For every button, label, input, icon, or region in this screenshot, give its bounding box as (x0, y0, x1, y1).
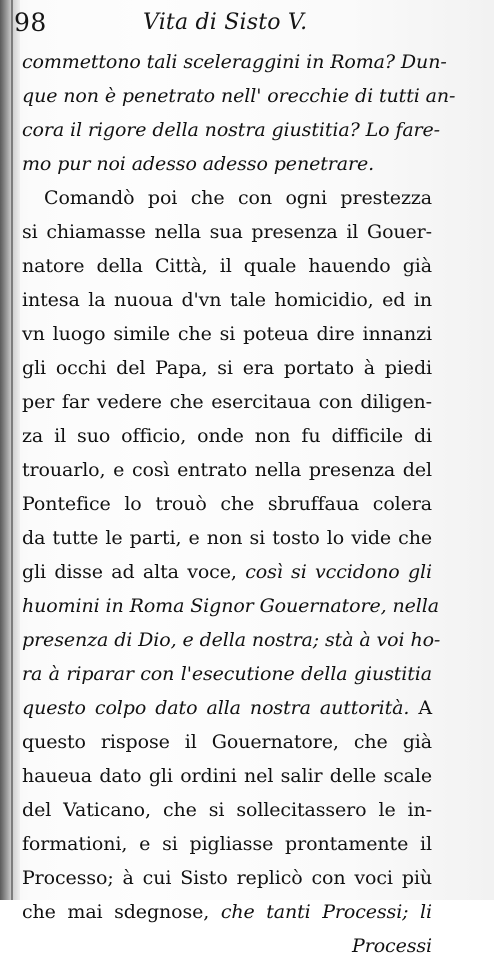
text-run: per far vedere che esercitaua con diligen- (22, 391, 432, 413)
text-line (22, 385, 432, 419)
text-line (22, 419, 432, 453)
text-run: questo colpo dato alla nostra auttorità. (22, 697, 419, 719)
text-run: formationi, e si pigliasse prontamente il (22, 833, 432, 855)
text-run: del Vaticano, che si sollecitassero le in- (22, 799, 432, 821)
text-run: commettono tali sceleraggini in Roma? Dun- (22, 51, 447, 73)
text-line (22, 215, 432, 249)
text-run: si chiamasse nella sua presenza il Gouer- (22, 221, 432, 243)
page-header (14, 8, 454, 38)
text-run: gli occhi del Papa, si era portato à piedi (22, 357, 432, 379)
text-run: questo rispose il Gouernatore, che già (22, 731, 432, 753)
text-run: mo pur noi adesso adesso penetrare. (22, 153, 375, 175)
text-run: natore della Città, il quale hauendo già (22, 255, 432, 277)
text-run: da tutte le parti, e non si tosto lo vide che (22, 527, 432, 549)
text-run: così si vccidono gli (245, 561, 432, 583)
text-run: presenza di Dio, e della nostra; stà à voi ho- (22, 629, 441, 651)
text-run: Comandò poi che con ogni prestezza (44, 187, 432, 209)
text-line (22, 249, 432, 283)
text-run: que non è penetrato nell' orecchie di tutti an- (22, 85, 456, 107)
text-run: che tanti Processi; li (220, 901, 432, 923)
text-line (22, 521, 432, 555)
text-run: za il suo officio, onde non fu difficile di (22, 425, 432, 447)
text-run: vn luogo simile che si poteua dire innanzi (22, 323, 432, 345)
text-line (22, 317, 432, 351)
text-run: trouarlo, e così entrato nella presenza del (22, 459, 432, 481)
text-line (22, 657, 432, 691)
text-run: ra à riparar con l'esecutione della giustitia (22, 663, 432, 685)
text-line (22, 453, 432, 487)
text-line (22, 861, 432, 895)
text-line (22, 623, 441, 657)
text-run: gli disse ad alta voce, (22, 561, 246, 583)
text-line (22, 181, 432, 215)
text-line (22, 827, 432, 861)
page-number: 98 (14, 8, 47, 37)
text-line (22, 691, 432, 725)
text-line (22, 487, 432, 521)
text-run: Processo; à cui Sisto replicò con voci più (22, 867, 432, 889)
text-line (22, 147, 432, 181)
text-run: che mai sdegnose, (22, 901, 221, 923)
text-run: Processi (352, 935, 432, 957)
text-line (22, 589, 439, 623)
text-run: haueua dato gli ordini nel salir delle scale (22, 765, 432, 787)
running-title: Vita di Sisto V. (143, 10, 308, 35)
text-line (22, 895, 432, 929)
text-line (22, 351, 432, 385)
text-line (22, 113, 440, 147)
text-run: huomini in Roma Signor Gouernatore, nella (22, 595, 439, 617)
text-run: intesa la nuoua d'vn tale homicidio, ed in (22, 289, 432, 311)
text-line (22, 283, 432, 317)
binding-edge (11, 0, 13, 900)
text-line (22, 929, 432, 963)
text-run: A (418, 697, 432, 719)
text-line (22, 793, 432, 827)
body-text (22, 45, 456, 963)
text-run: Pontefice lo trouò che sbruffaua colera (22, 493, 432, 515)
text-line (22, 555, 432, 589)
text-line (22, 45, 447, 79)
text-line (22, 759, 432, 793)
text-line (22, 79, 456, 113)
text-run: cora il rigore della nostra giustitia? Lo fare- (22, 119, 440, 141)
text-line (22, 725, 432, 759)
page-gutter-shadow (0, 0, 20, 900)
